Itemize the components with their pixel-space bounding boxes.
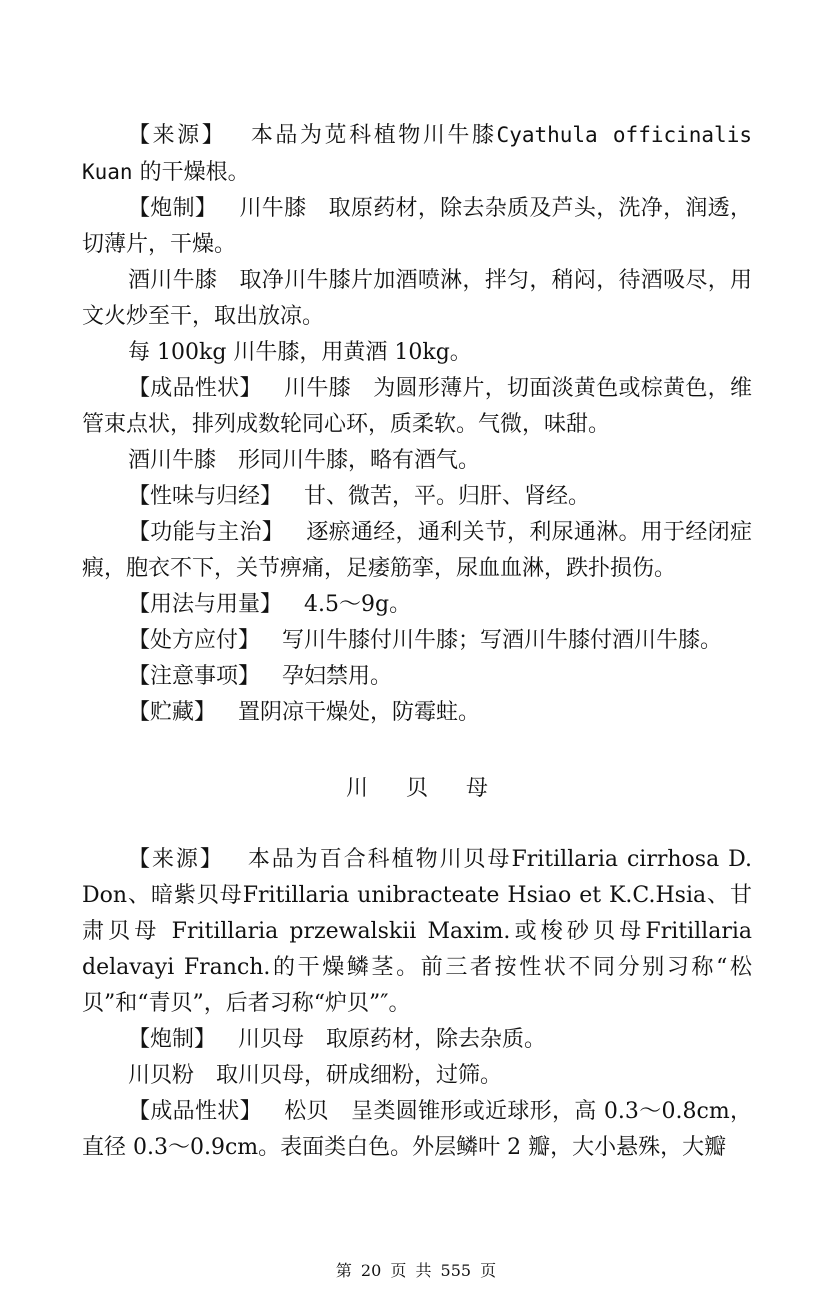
text-function: 逐瘀通经，通利关节，利尿通淋。用于经闭症瘕，胞衣不下，关节痹痛，足痿筋挛，尿血血淋，跌扑损伤。 [82,520,752,581]
text-caution: 孕妇禁用。 [282,664,393,689]
paragraph-caution [82,659,752,695]
heading-caution: 【注意事项】 [128,664,261,689]
paragraph-function [82,515,752,587]
heading-source-2: 【来源】 [128,847,224,872]
paragraph-source [82,117,752,191]
heading-properties-2: 【成品性状】 [128,1099,262,1124]
document-body [82,117,752,1166]
heading-properties: 【成品性状】 [128,376,262,401]
text-properties-2: 松贝 呈类圆锥形或近球形，高 0.3～0.8cm，直径 0.3～0.9cm。表面类白色。外层鳞叶 2 瓣，大小悬殊，大瓣 [82,1099,752,1160]
paragraph-wine-properties: 酒川牛膝 形同川牛膝，略有酒气。 [128,448,481,473]
heading-source: 【来源】 [128,123,227,148]
text-storage: 置阴凉干燥处，防霉蛀。 [238,700,481,725]
paragraph-powder: 川贝粉 取川贝母，研成细粉，过筛。 [128,1063,503,1088]
text-source-b: 的干燥根。 [132,160,250,185]
paragraph-processing-2 [82,1022,752,1058]
heading-prescription: 【处方应付】 [128,628,261,653]
paragraph-prescription [82,623,752,659]
section-title: 川贝母 [345,776,526,801]
text-nature: 甘、微苦，平。归肝、肾经。 [304,484,591,509]
page-footer: 第 20 页 共 555 页 [335,1261,497,1280]
text-processing: 川牛膝 取原药材，除去杂质及芦头，洗净，润透，切薄片，干燥。 [82,196,752,257]
latin-name: Cyathula officinalis Kuan [82,123,752,184]
heading-function: 【功能与主治】 [128,520,285,545]
paragraph-ratio: 每 100kg 川牛膝，用黄酒 10kg。 [128,340,472,365]
text-processing-2: 川贝母 取原药材，除去杂质。 [238,1027,547,1052]
heading-processing-2: 【炮制】 [128,1027,217,1052]
paragraph-processing [82,191,752,263]
text-prescription: 写川牛膝付川牛膝；写酒川牛膝付酒川牛膝。 [282,628,723,653]
paragraph-source-2 [82,842,752,1022]
heading-nature: 【性味与归经】 [128,484,283,509]
paragraph-wine-processing: 酒川牛膝 取净川牛膝片加酒喷淋，拌匀，稍闷，待酒吸尽，用文火炒至干，取出放凉。 [82,268,752,329]
paragraph-dosage [82,587,752,623]
text-properties: 川牛膝 为圆形薄片，切面淡黄色或棕黄色，维管束点状，排列成数轮同心环，质柔软。气微，味甜。 [82,376,752,437]
heading-processing: 【炮制】 [128,196,218,221]
heading-dosage: 【用法与用量】 [128,592,283,617]
text-source-a: 本品为苋科植物川牛膝 [248,123,497,148]
paragraph-properties [82,371,752,443]
paragraph-storage [82,695,752,731]
paragraph-nature [82,479,752,515]
text-source-2: 本品为百合科植物川贝母Fritillaria cirrhosa D. Don、暗紫贝母Fritillaria unibracteate Hsiao et K.C.Hsia、甘肃贝母 Fritillaria przewalskii Maxim.或梭砂贝母Fritillaria delavayi Franch.的干燥鳞茎。前三者按性状不同分别习称“松贝”和“青贝”，后者习称“炉贝”″。 [82,847,752,1016]
text-dosage: 4.5～9g。 [304,592,412,617]
paragraph-properties-2 [82,1094,752,1166]
heading-storage: 【贮藏】 [128,700,217,725]
